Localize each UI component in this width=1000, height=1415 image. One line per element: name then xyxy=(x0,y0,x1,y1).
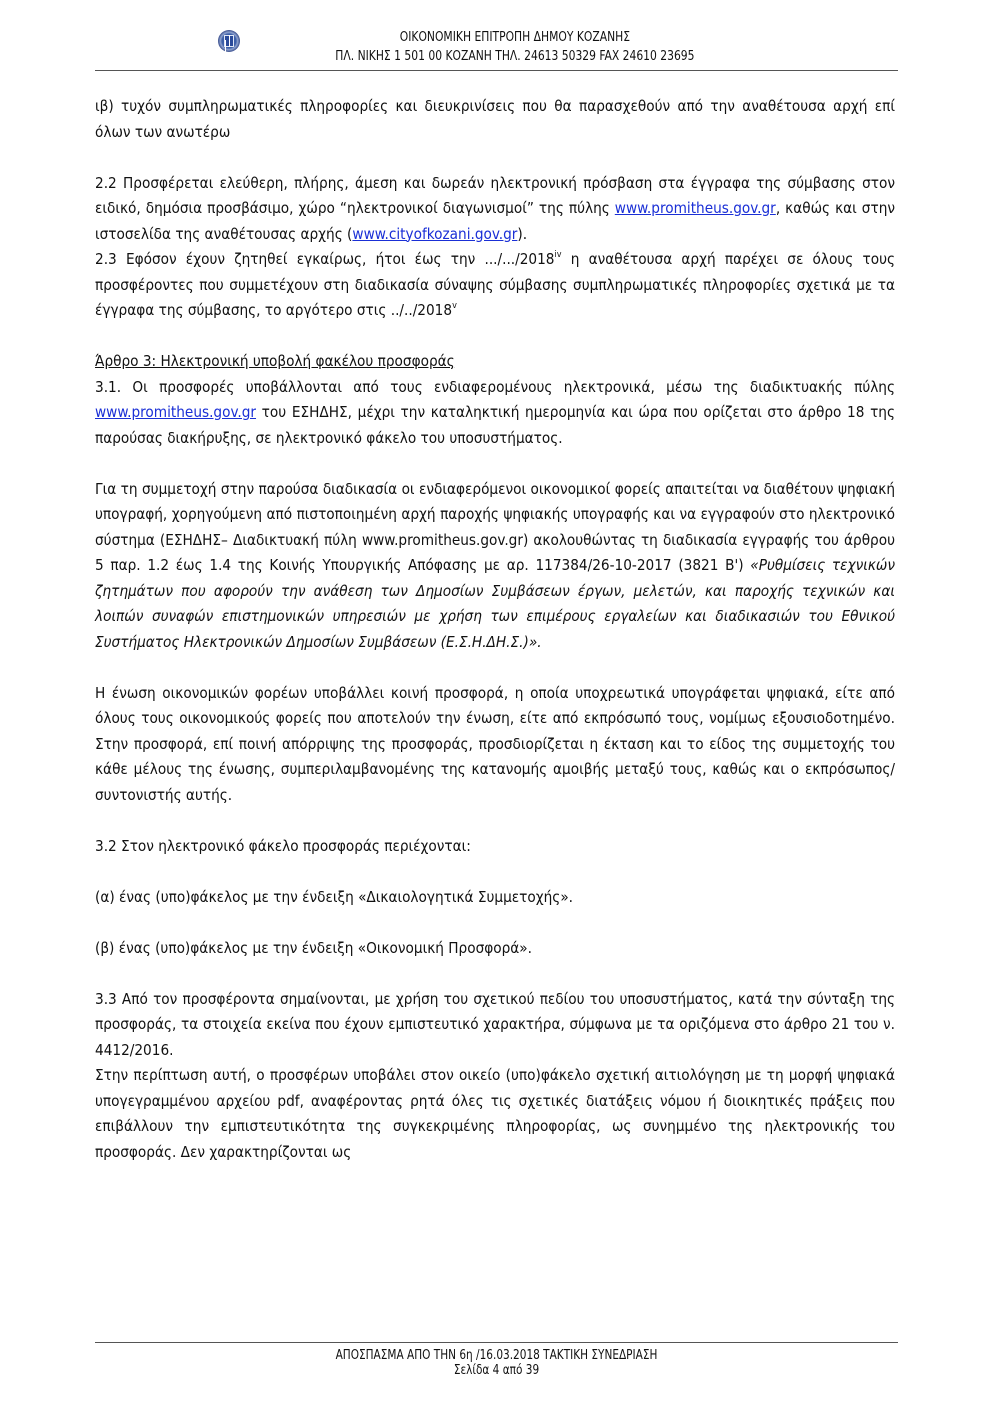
promitheus-link[interactable]: www.promitheus.gov.gr xyxy=(614,199,776,217)
page-footer xyxy=(95,1342,898,1378)
list-item-b: (β) ένας (υπο)φάκελος με την ένδειξη «Οικονομική Προσφορά». xyxy=(95,938,532,957)
paragraph-union: Η ένωση οικονομικών φορέων υποβάλλει κοινή προσφορά, η οποία υποχρεωτικά υπογράφεται ψηφιακά, είτε από όλους τους οικονομικούς φορείς που αποτελούν την ένωση, είτε από εκπρόσωπό τους, νομίμως εξουσιοδοτημένο. Στην προσφορά, επί ποινή απόρριψης της προσφοράς, προσδιορίζεται η έκταση και το είδος της συμμετοχής του κάθε μέλους της ένωσης, συμπεριλαμβανομένης της κατανομής αμοιβής μεταξύ τους, καθώς και ο εκπρόσωπος/συντονιστής αυτής. xyxy=(95,683,895,804)
promitheus-link-2[interactable]: www.promitheus.gov.gr xyxy=(95,403,257,421)
header-organization: ΟΙΚΟΝΟΜΙΚΗ ΕΠΙΤΡΟΠΗ ΔΗΜΟΥ ΚΟΖΑΝΗΣ xyxy=(399,30,631,45)
footer-session-label: ΑΠΟΣΠΑΣΜΑ ΑΠΟ ΤΗΝ 6η /16.03.2018 ΤΑΚΤΙΚΗ ΣΥΝΕΔΡΙΑΣΗ xyxy=(335,1348,658,1363)
article-3-heading: Άρθρο 3: Ηλεκτρονική υποβολή φακέλου προσφοράς xyxy=(95,352,455,370)
page-number: Σελίδα 4 από 39 xyxy=(453,1363,540,1378)
page-header xyxy=(95,28,898,71)
paragraph-ib: ιβ) τυχόν συμπληρωματικές πληροφορίες και διευκρινίσεις που θα παρασχεθούν από την αναθέτουσα αρχή επί όλων των ανωτέρω xyxy=(95,97,895,141)
paragraph-3-2: 3.2 Στον ηλεκτρονικό φάκελο προσφοράς περιέχονται: xyxy=(95,836,471,855)
header-address: ΠΛ. ΝΙΚΗΣ 1 501 00 ΚΟΖΑΝΗ ΤΗΛ. 24613 50329 FAX 24610 23695 xyxy=(335,49,695,64)
footnote-ref-v[interactable]: v xyxy=(452,301,457,311)
paragraph-participation: Για τη συμμετοχή στην παρούσα διαδικασία οι ενδιαφερόμενοι οικονομικοί φορείς απαιτείται να διαθέτουν ψηφιακή υπογραφή, χορηγούμενη από πιστοποιημένη αρχή παροχής ψηφιακής υπογραφής και να εγγραφούν στο ηλεκτρονικό σύστημα (ΕΣΗΔΗΣ– Διαδικτυακή πύλη www.promitheus.gov.gr) ακολουθώντας τη διαδικασία εγγραφής του άρθρου 5 παρ. 1.2 έως 1.4 της Κοινής Υπουργικής Απόφασης με αρ. 117384/26-10-2017 (3821 Β') «Ρυθμίσεις τεχνικών ζητημάτων που αφορούν την ανάθεση των Δημοσίων Συμβάσεων έργων, μελετών, και παροχής τεχνικών και λοιπών συναφών επιστημονικών υπηρεσιών με χρήση των επιμέρους εργαλείων και διαδικασιών του Εθνικού Συστήματος Ηλεκτρονικών Δημοσίων Συμβάσεων (Ε.Σ.Η.ΔΗ.Σ.)». xyxy=(95,479,896,651)
paragraph-2-3: 2.3 Εφόσον έχουν ζητηθεί εγκαίρως, ήτοι έως την .../.../2018$^{iv}$ η αναθέτουσα αρχή παρέχει σε όλους τους προσφέροντες που συμμετέχουν στη διαδικασία σύναψης σύμβασης συμπληρωματικές πληροφορίες σχετικά με τα έγγραφα της σύμβασης, το αργότερο στις ../../2018$^v$ xyxy=(95,250,895,319)
list-item-a: (α) ένας (υπο)φάκελος με την ένδειξη «Δικαιολογητικά Συμμετοχής». xyxy=(95,887,574,906)
paragraph-2-2: 2.2 Προσφέρεται ελεύθερη, πλήρης, άμεση και δωρεάν ηλεκτρονική πρόσβαση στα έγγραφα της σύμβασης στον ειδικό, δημόσια προσβάσιμο, χώρο “ηλεκτρονικοί διαγωνισμοί” της πύλης www.promitheus.gov.gr, καθώς και στην ιστοσελίδα της αναθέτουσας αρχής (www.cityofkozani.gov.gr). xyxy=(95,173,895,243)
document-body xyxy=(95,94,895,1165)
paragraph-3-1: 3.1. Οι προσφορές υποβάλλονται από τους ενδιαφερομένους ηλεκτρονικά, μέσω της διαδικτυακής πύλης www.promitheus.gov.gr του ΕΣΗΔΗΣ, μέχρι την καταληκτική ημερομηνία και ώρα που ορίζεται στο άρθρο 18 της παρούσας διακήρυξης, σε ηλεκτρονικό φάκελο του υποσυστήματος. xyxy=(95,377,895,447)
paragraph-3-3-continued: Στην περίπτωση αυτή, ο προσφέρων υποβάλει στον οικείο (υπο)φάκελο σχετική αιτιολόγηση με τη μορφή ψηφιακά υπογεγραμμένου αρχείου pdf, αναφέροντας ρητά όλες τις σχετικές διατάξεις νόμου ή διοικητικές πράξεις που επιβάλλουν την εμπιστευτικότητα της συγκεκριμένης πληροφορίας, ως συνημμένο της ηλεκτρονικής του προσφοράς. Δεν χαρακτηρίζονται ως xyxy=(95,1066,895,1161)
cityofkozani-link[interactable]: www.cityofkozani.gov.gr xyxy=(352,224,518,243)
regulation-title-quote: «Ρυθμίσεις τεχνικών ζητημάτων που αφορούν την ανάθεση των Δημοσίων Συμβάσεων έργων, μελετών, και παροχής τεχνικών και λοιπών συναφών επιστημονικών υπηρεσιών με χρήση των επιμέρους εργαλείων και διαδικασιών του Εθνικού Συστήματος Ηλεκτρονικών Δημοσίων Συμβάσεων (Ε.Σ.Η.ΔΗ.Σ.)». xyxy=(95,556,896,651)
footnote-ref-iv[interactable]: iv xyxy=(554,250,562,260)
paragraph-3-3: 3.3 Από τον προσφέροντα σημαίνονται, με χρήση του σχετικού πεδίου του υποσυστήματος, κατά την σύνταξη της προσφοράς, τα στοιχεία εκείνα που έχουν εμπιστευτικό χαρακτήρα, σύμφωνα με τα οριζόμενα στο άρθρο 21 του ν. 4412/2016. xyxy=(95,989,895,1059)
